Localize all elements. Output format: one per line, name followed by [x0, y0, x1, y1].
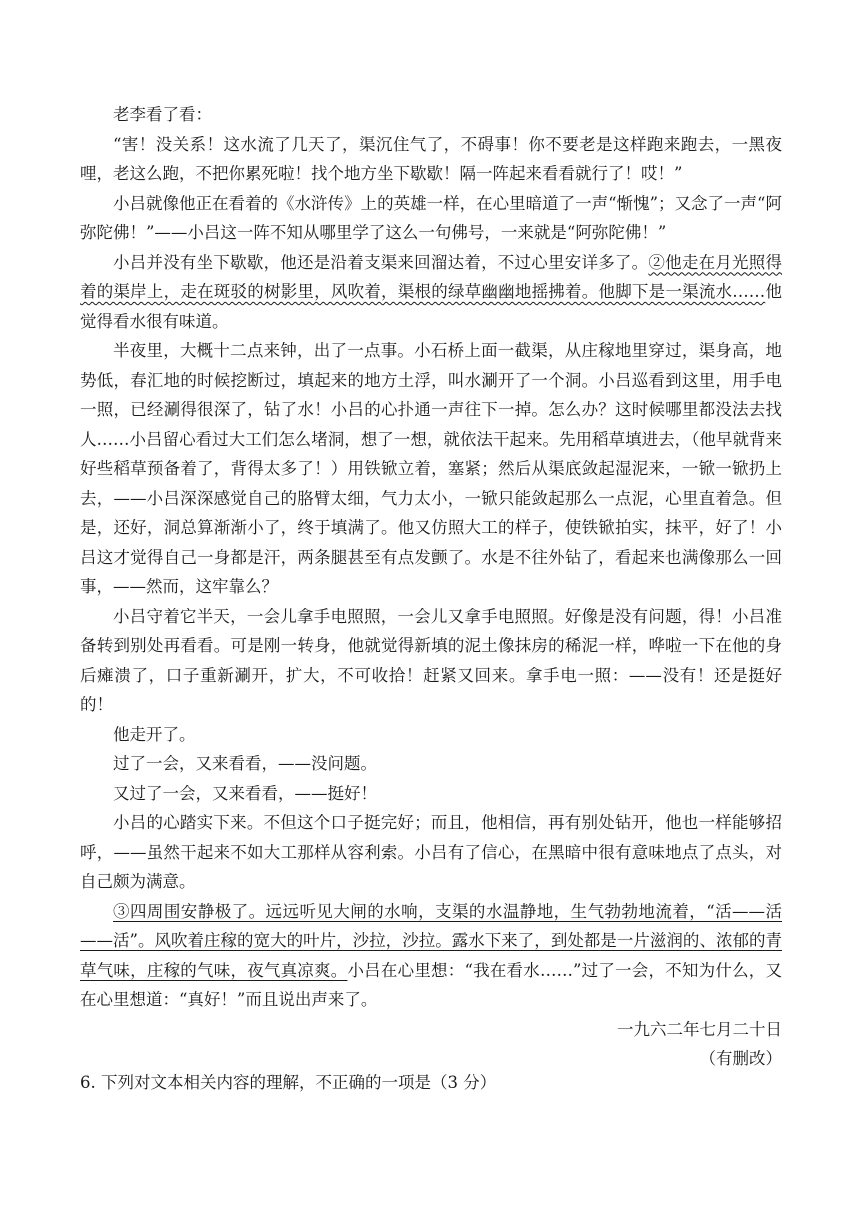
paragraph: “害！没关系！这水流了几天了，渠沉住气了，不碍事！你不要老是这样跑来跑去，一黑夜哩，老这么跑，不把你累死啦！找个地方坐下歇歇！隔一阵起来看看就行了！哎！” [80, 134, 782, 183]
paragraph-text: 他觉得看水很有味道。 [80, 282, 783, 331]
paragraph: 半夜里，大概十二点来钟，出了一点事。小石桥上面一截渠，从庄稼地里穿过，渠身高，地势低，春汇地的时候挖断过，填起来的地方土浮，叫水涮开了一个洞。小吕巡看到这里，用手电一照，已经涮得很深了，钻了水！小吕的心扑通一声往下一掉。怎么办？这时候哪里都没法去找人……小吕留心看过大工们怎么堵洞，想了一想，就依法干起来。先用稻草填进去，（他早就背来好些稻草预备着了，背得太多了！）用铁锨立着，塞紧；然后从渠底敛起湿泥来，一锨一锨扔上去，——小吕深深感觉自己的胳臂太细，气力太小，一锨只能敛起那么一点泥，心里直着急。但是，还好，洞总算渐渐小了，终于填满了。他又仿照大工的样子，使铁锨拍实，抹平，好了！小吕这才觉得自己一身都是汗，两条腿甚至有点发颤了。水是不往外钻了，看起来也满像那么一回事，——然而，这牢靠么？ [80, 341, 782, 596]
document-page [80, 100, 782, 1074]
paragraph-text: 小吕在心里想：“我在看水……”过了一会，不知为什么，又在心里想道：“真好！”而且说出声来了。 [80, 960, 782, 1009]
paragraph: 他走开了。 [113, 724, 196, 744]
question-6: 6. 下列对文本相关内容的理解，不正确的一项是（3 分） [80, 1073, 497, 1092]
paragraph: 又过了一会，又来看看，——挺好！ [113, 783, 377, 803]
paragraph: 小吕的心踏实下来。不但这个口子挺完好；而且，他相信，再有别处钻开，他也一样能够招呼，——虽然干起来不如大工那样从容利索。小吕有了信心，在黑暗中很有意味地点了点头，对自己颇为满意。 [80, 813, 782, 891]
underlined-sentence-3: ③四周围安静极了。远远听见大闸的水响，支渠的水温静地，生气勃勃地流着，“活——活——活”。风吹着庄稼的宽大的叶片，沙拉，沙拉。露水下来了，到处都是一片滋润的、浓郁的青草气味，庄稼的气味，夜气真凉爽。 [80, 901, 782, 980]
paragraph: 小吕守着它半天，一会儿拿手电照照，一会儿又拿手电照照。好像是没有问题，得！小吕准备转到别处再看看。可是刚一转身，他就觉得新填的泥土像抹房的稀泥一样，哗啦一下在他的身后瘫溃了，口子重新涮开，扩大，不可收拾！赶紧又回来。拿手电一照：——没有！还是挺好的！ [80, 606, 782, 714]
paragraph: 老李看了看： [113, 105, 212, 124]
paragraph [80, 248, 782, 337]
wavy-underlined-sentence-2: ②他走在月光照得着的渠岸上，走在斑驳的树影里，风吹着，渠根的绿草幽幽地摇拂着。他脚下是一渠流水…… [80, 252, 783, 301]
paragraph: 小吕就像他正在看着的《水浒传》上的英雄一样，在心里暗道了一声“惭愧”；又念了一声“阿弥陀佛！”——小吕这一阵不知从哪里学了这么一句佛号，一来就是“阿弥陀佛！” [80, 193, 782, 242]
paragraph: 过了一会，又来看看，——没问题。 [113, 754, 377, 773]
paragraph-text: 小吕并没有坐下歇歇，他还是沿着支渠来回溜达着，不过心里安详多了。 [113, 252, 649, 272]
date-line: 一九六二年七月二十日 [617, 1019, 782, 1039]
edit-note: （有删改） [699, 1049, 782, 1068]
paragraph [80, 897, 782, 1015]
